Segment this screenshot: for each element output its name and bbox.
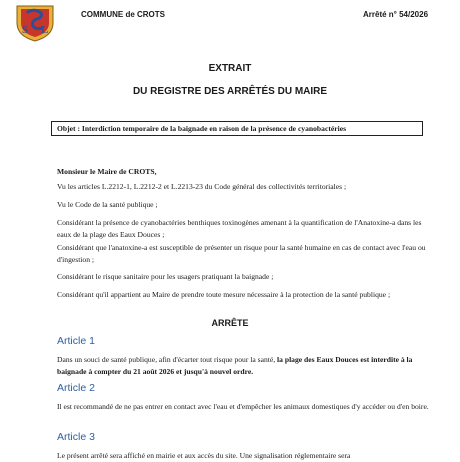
- article-3-title: Article 3: [57, 431, 95, 443]
- article-2-title: Article 2: [57, 382, 95, 394]
- considerant-anatoxine: Considérant que l'anatoxine-a est susceptible de présenter un risque pour la santé humaine en cas de contact avec l'eau ou d'ingestion ;: [57, 243, 426, 264]
- article-1-title: Article 1: [57, 335, 95, 347]
- document-title: EXTRAIT: [208, 63, 252, 74]
- commune-name: COMMUNE de CROTS: [81, 10, 165, 19]
- considerant-cyanobacteries: Considérant la présence de cyanobactéries benthiques toxinogènes amenant à la quantification de l'Anatoxine-a dans les eaux de la plage des Eaux Douces ;: [57, 218, 422, 239]
- arrete-number: Arrêté n° 54/2026: [363, 10, 429, 19]
- article-2-text: Il est recommandé de ne pas entrer en contact avec l'eau et d'empêcher les animaux domestiques d'y accéder ou d'en boire.: [57, 402, 429, 411]
- article-1-intro: Dans un souci de santé publique, afin d'écarter tout risque pour la santé,: [57, 355, 278, 364]
- article-1-decision: la plage des Eaux Douces est interdite à la baignade à compter du 21 août 2026 et jusqu'à nouvel ordre.: [57, 355, 413, 376]
- commune-crest-logo: [13, 3, 57, 43]
- article-1-text: [57, 354, 429, 378]
- svg-text:L: L: [41, 24, 49, 36]
- article-3-text: Le présent arrêté sera affiché en mairie et aux accès du site. Une signalisation réglementaire sera: [57, 451, 351, 460]
- svg-text:S: S: [22, 24, 29, 36]
- considerant-maire: Considérant qu'il appartient au Maire de prendre toute mesure nécessaire à la protection de la santé publique ;: [57, 290, 391, 299]
- vu-articles: Vu les articles L.2212-1, L.2212-2 et L.2213-23 du Code général des collectivités territoriales ;: [57, 182, 347, 191]
- vu-code-sante: Vu le Code de la santé publique ;: [57, 200, 158, 209]
- objet-box: Objet : Interdiction temporaire de la baignade en raison de la présence de cyanobactéries: [51, 121, 423, 136]
- maire-salutation: Monsieur le Maire de CROTS,: [57, 167, 157, 176]
- document-subtitle: DU REGISTRE DES ARRÊTÉS DU MAIRE: [132, 86, 328, 97]
- arrete-heading: ARRÊTE: [211, 318, 249, 328]
- considerant-risque: Considérant le risque sanitaire pour les usagers pratiquant la baignade ;: [57, 272, 274, 281]
